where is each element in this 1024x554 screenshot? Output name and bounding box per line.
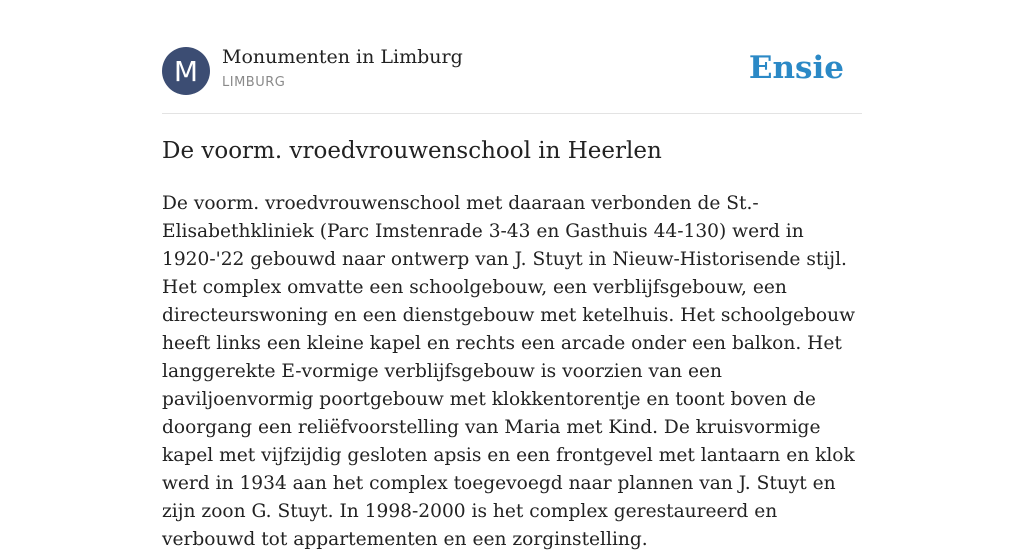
header — [162, 0, 862, 114]
article-body: De voorm. vroedvrouwenschool met daaraan verbonden de St.-Elisabethkliniek (Parc Imstenrade 3-43 en Gasthuis 44-130) werd in 1920-'22 gebouwd naar ontwerp van J. Stuyt in Nieuw-Historisende stijl. Het complex omvatte een schoolgebouw, een verblijfsgebouw, een directeurswoning en een dienstgebouw met ketelhuis. Het schoolgebouw heeft links een kleine kapel en rechts een arcade onder een balkon. Het langgerekte E-vormige verblijfsgebouw is voorzien van een paviljoenvormig poortgebouw met klokkentorentje en toont boven de doorgang een reliëfvoorstelling van Maria met Kind. De kruisvormige kapel met vijfzijdig gesloten apsis en een frontgevel met lantaarn en klok werd in 1934 aan het complex toegevoegd naar plannen van J. Stuyt en zijn zoon G. Stuyt. In 1998-2000 is het complex gerestaureerd en verbouwd tot appartementen en een zorginstelling. — [162, 193, 856, 550]
collection-subtitle[interactable]: LIMBURG — [222, 75, 286, 90]
avatar[interactable]: M — [162, 47, 210, 95]
article-title: De voorm. vroedvrouwenschool in Heerlen — [162, 138, 662, 164]
brand-logo[interactable]: Ensie — [748, 50, 844, 86]
collection-title[interactable]: Monumenten in Limburg — [222, 46, 463, 68]
page-container — [162, 0, 862, 550]
